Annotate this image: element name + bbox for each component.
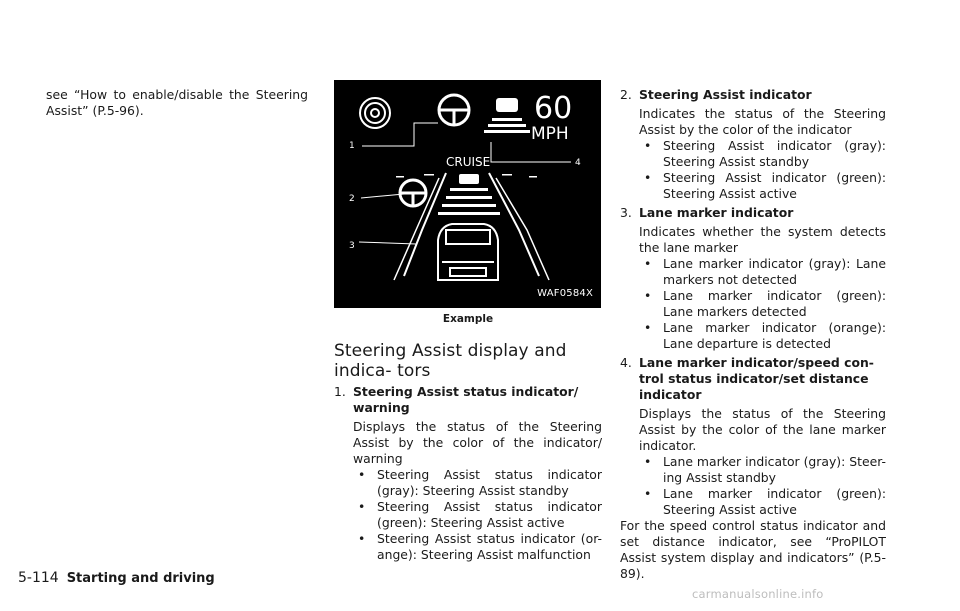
bullet-list	[639, 454, 886, 518]
host-car-icon	[438, 224, 498, 280]
figure-code: WAF0584X	[537, 288, 593, 299]
item-number: 2.	[620, 87, 632, 102]
cruise-label: CRUISE	[446, 155, 491, 169]
list-item-1	[334, 384, 602, 563]
item-number: 4.	[620, 355, 632, 370]
list-item-3	[620, 205, 886, 352]
figure-caption: Example	[442, 313, 494, 325]
steering-wheel-icon	[439, 95, 469, 125]
page-footer	[18, 570, 215, 587]
page-number: 5-114	[18, 570, 59, 586]
bullet-item: • Steering Assist indicator (green): Steering Assist active	[644, 170, 886, 201]
item-description: Indicates the status of the Steering Assist by the color of the indicator	[639, 106, 886, 137]
speed-value: 60	[534, 91, 573, 126]
callout-1: 1	[349, 141, 355, 151]
bullet-item: • Steering Assist status indicator (gray): Steering Assist standby	[358, 467, 602, 498]
bullet-list	[639, 256, 886, 352]
bullet-item: • Steering Assist status indicator (or- ange): Steering Assist malfunction	[358, 531, 602, 562]
column-left	[46, 87, 308, 119]
footer-section-name: Starting and driving	[66, 571, 215, 586]
display-illustration	[334, 80, 601, 308]
intro-paragraph: see “How to enable/disable the Steering Assist” (P.5-96).	[46, 87, 308, 118]
bullet-item: • Steering Assist status indicator (green): Steering Assist active	[358, 499, 602, 530]
bullet-item: • Lane marker indicator (green): Lane markers detected	[644, 288, 886, 319]
list-item-4	[620, 355, 886, 518]
bullet-item: • Lane marker indicator (orange): Lane departure is detected	[644, 320, 886, 351]
callout-2: 2	[349, 194, 355, 204]
list-item-2	[620, 87, 886, 202]
callout-4: 4	[575, 158, 581, 168]
bullet-item: • Lane marker indicator (green): Steering Assist active	[644, 486, 886, 517]
item-title: Lane marker indicator	[639, 205, 794, 220]
cluster-display-drawing	[334, 80, 601, 308]
lead-car-icon	[459, 174, 479, 184]
item-title: Steering Assist indicator	[639, 87, 812, 102]
item-title: Steering Assist status indicator/ warning	[353, 384, 579, 415]
item-description: Displays the status of the Steering Assist by the color of the indicator/ warning	[353, 419, 602, 466]
speed-unit: MPH	[531, 124, 569, 144]
item-number: 1.	[334, 384, 346, 399]
closing-paragraph: For the speed control status indicator and set distance indicator, see “ProPILOT Assist system display and indicators” (P.5- 89).	[620, 518, 886, 581]
bullet-list	[353, 467, 602, 563]
bullet-item: • Lane marker indicator (gray): Lane markers not detected	[644, 256, 886, 287]
section-heading: Steering Assist display and indica- tors	[334, 341, 567, 381]
watermark: carmanualsonline.info	[692, 587, 824, 601]
bullet-item: • Steering Assist indicator (gray): Steering Assist standby	[644, 138, 886, 169]
bullet-list	[639, 138, 886, 202]
item-description: Displays the status of the Steering Assist by the color of the lane marker indicator.	[639, 406, 886, 453]
steering-assist-status-icon	[360, 98, 390, 128]
item-title: Lane marker indicator/speed con- trol status indicator/set distance indicator	[639, 355, 874, 402]
distance-vehicle-icon	[484, 98, 530, 133]
column-middle	[334, 80, 602, 563]
steering-assist-indicator-icon	[400, 180, 426, 206]
callout-3: 3	[349, 241, 355, 251]
item-description: Indicates whether the system detects the lane marker	[639, 224, 886, 255]
column-right	[620, 87, 886, 582]
item-number: 3.	[620, 205, 632, 220]
bullet-item: • Lane marker indicator (gray): Steer- ing Assist standby	[644, 454, 886, 485]
